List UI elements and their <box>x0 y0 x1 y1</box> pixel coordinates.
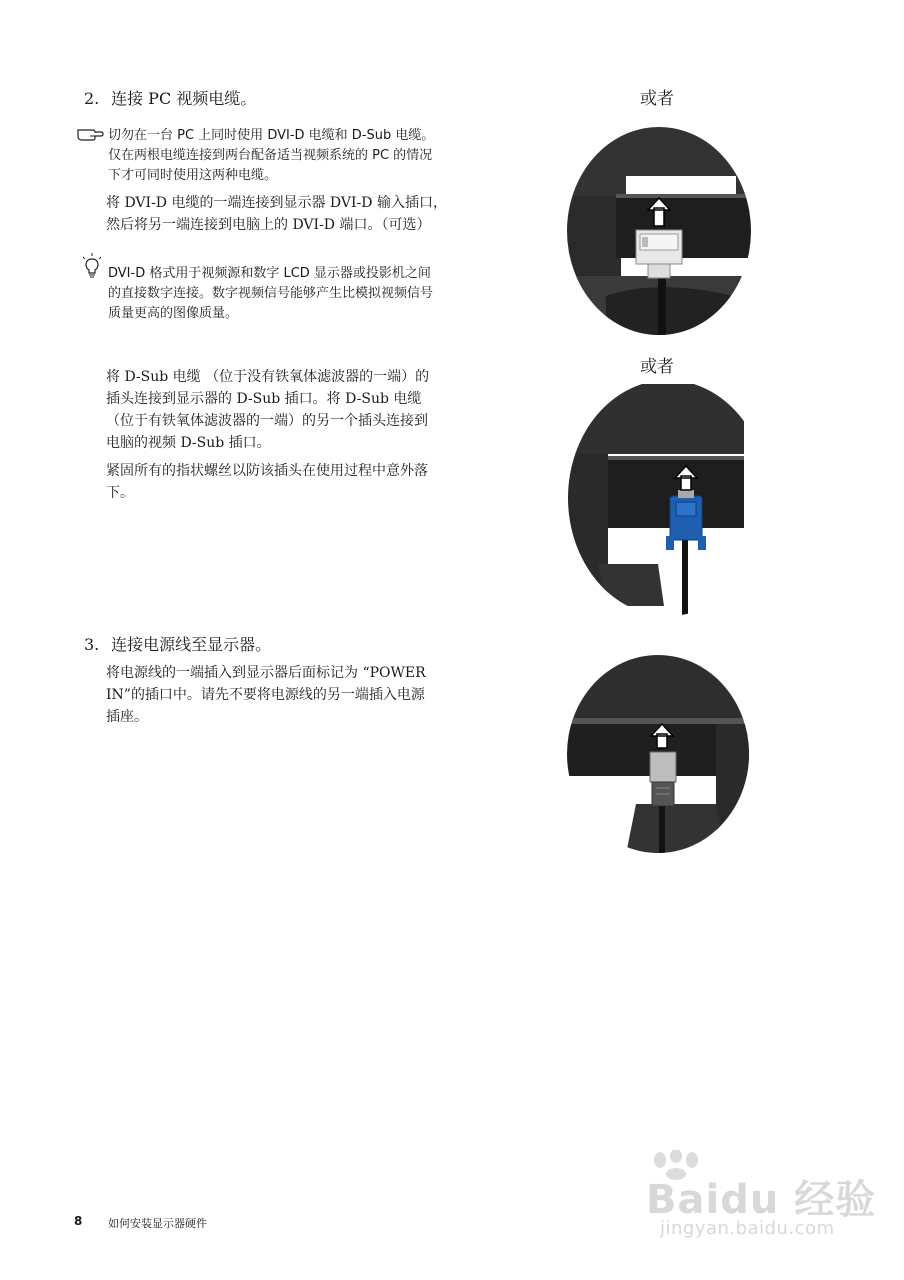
step-2-title: 连接 PC 视频电缆。 <box>111 89 257 108</box>
dsub-instruction-line: 插头连接到显示器的 D-Sub 插口。将 D-Sub 电缆 <box>106 391 422 407</box>
power-connection-illustration <box>566 654 750 854</box>
tip-line: DVI-D 格式用于视频源和数字 LCD 显示器或投影机之间 <box>108 266 431 281</box>
screw-instruction-line: 下。 <box>106 485 134 501</box>
power-instruction-line: IN”的插口中。请先不要将电源线的另一端插入电源 <box>106 687 425 703</box>
power-plug <box>650 752 676 806</box>
note-line: 仅在两根电缆连接到两台配备适当视频系统的 PC 的情况 <box>108 148 433 163</box>
dsub-instruction-line: 电脑的视频 D-Sub 插口。 <box>106 435 271 451</box>
step-3-title: 连接电源线至显示器。 <box>111 635 272 654</box>
or-label: 或者 <box>640 89 674 109</box>
watermark-url: jingyan.baidu.com <box>660 1218 835 1239</box>
dsub-instruction-line: 将 D-Sub 电缆 （位于没有铁氧体滤波器的一端）的 <box>106 369 430 385</box>
lightbulb-icon <box>80 252 108 276</box>
tip-dvi-format <box>108 264 433 324</box>
step-3-heading <box>84 632 271 655</box>
power-instruction-line: 将电源线的一端插入到显示器后面标记为 “POWER <box>106 665 426 681</box>
dsub-instruction <box>106 366 429 454</box>
step-2-number: 2. <box>84 89 100 108</box>
note-dual-cable-warning <box>108 126 434 186</box>
dsub-connection-illustration <box>568 384 744 616</box>
power-instruction-line: 插座。 <box>106 709 148 725</box>
screw-instruction <box>106 460 428 504</box>
dvi-instruction-line: 将 DVI-D 电缆的一端连接到显示器 DVI-D 输入插口， <box>106 195 447 211</box>
power-instruction <box>106 662 426 728</box>
step-2-heading <box>84 86 256 109</box>
dvi-instruction-line: 然后将另一端连接到电脑上的 DVI-D 端口。（可选） <box>106 217 431 233</box>
dvi-connection-illustration <box>566 126 752 336</box>
tip-line: 的直接数字连接。数字视频信号能够产生比模拟视频信号 <box>108 286 434 301</box>
dvi-instruction <box>106 192 447 236</box>
footer-title: 如何安装显示器硬件 <box>108 1217 207 1230</box>
watermark-brand: Baidu 经验 <box>646 1177 877 1223</box>
page-number: 8 <box>74 1214 83 1228</box>
note-line: 切勿在一台 PC 上同时使用 DVI-D 电缆和 D-Sub 电缆。 <box>108 128 435 143</box>
or-label: 或者 <box>640 357 674 377</box>
screw-instruction-line: 紧固所有的指状螺丝以防该插头在使用过程中意外落 <box>106 463 428 479</box>
dsub-instruction-line: （位于有铁氧体滤波器的一端）的另一个插头连接到 <box>106 413 428 429</box>
pointing-hand-icon <box>76 124 104 148</box>
tip-line: 质量更高的图像质量。 <box>108 306 239 321</box>
note-line: 下才可同时使用这两种电缆。 <box>108 168 278 183</box>
step-3-number: 3. <box>84 635 100 654</box>
